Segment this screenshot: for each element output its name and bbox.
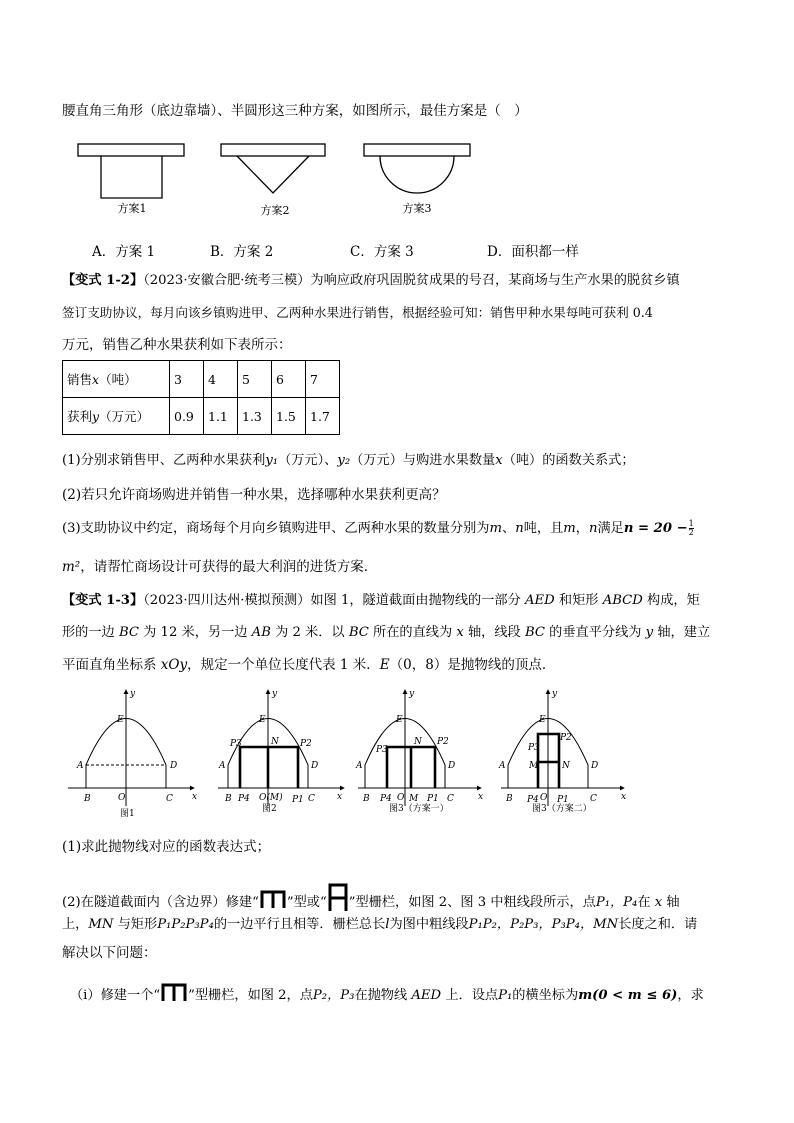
svg-text:C: C <box>308 794 315 804</box>
svg-text:D: D <box>311 761 319 771</box>
table-cell: 4 <box>204 361 238 398</box>
svg-text:O: O <box>540 793 548 803</box>
tunnel-figures <box>60 682 740 822</box>
svg-text:P1: P1 <box>557 795 569 805</box>
svg-text:E: E <box>539 715 546 725</box>
table-cell: 6 <box>272 361 306 398</box>
intro-line: 腰直角三角形（底边靠墙）、半圆形这三种方案，如图所示，最佳方案是（ ） <box>62 103 528 119</box>
scheme3-caption: 方案3 <box>402 202 432 215</box>
figure-2 <box>218 689 344 814</box>
svg-text:y: y <box>552 689 558 699</box>
v12-line3: 万元，销售乙种水果获利如下表所示： <box>62 337 292 353</box>
scheme1-wall <box>78 144 184 156</box>
scheme3-wall <box>364 144 470 156</box>
figure-1-caption: 图1 <box>120 809 135 819</box>
svg-text:P4: P4 <box>380 794 392 804</box>
v13-qi-line1: （ⅰ）修建一个“ ”型栅栏，如图 2，点P₂，P₃在抛物线 AED 上．设点P₁的横坐标为m(0 < m ≤ 6)，求 <box>70 982 704 1005</box>
svg-text:E: E <box>117 715 124 725</box>
v12-line2: 签订支助协议，每月向该乡镇购进甲、乙两种水果进行销售，根据经验可知：销售甲种水果每吨可获利 0.4 <box>62 305 653 320</box>
figure-3-scheme-2 <box>498 689 626 814</box>
svg-text:D: D <box>591 761 599 771</box>
table-header-sales: 销售x（吨） <box>63 361 170 398</box>
v12-q2: (2)若只允许商场购进并销售一种水果，选择哪种水果获利更高？ <box>62 487 446 503</box>
svg-text:P4: P4 <box>238 794 250 804</box>
table-row <box>63 398 340 435</box>
svg-text:B: B <box>84 794 91 804</box>
v12-q3-line1: (3)支助协议中约定，商场每个月向乡镇购进甲、乙两种水果的数量分别为m、n吨，且m，n满足n = 20 − $\frac{1}{2}$ <box>62 519 694 537</box>
v13-line2: 形的一边 BC 为 12 米，另一边 AB 为 2 米．以 BC 所在的直线为 x 轴，线段 BC 的垂直平分线为 y 轴，建立 <box>62 625 711 640</box>
scheme1-rectangle <box>101 156 162 198</box>
svg-text:C: C <box>590 794 597 804</box>
scheme2-triangle <box>237 156 309 193</box>
figure-1 <box>68 689 197 819</box>
svg-text:E: E <box>259 715 266 725</box>
svg-text:B: B <box>506 794 513 804</box>
v13-q2-line1: (2)在隧道截面内（含边界）修建“ ”型或“ ”型栅栏，如图 2、图 3 中粗线段所示，点P₁，P₄在 x 轴 <box>62 882 680 912</box>
fence-shape-2-icon <box>327 882 349 912</box>
table-cell: 1.3 <box>238 398 272 435</box>
svg-text:B: B <box>225 794 232 804</box>
fence-shape-1-icon <box>160 982 188 1002</box>
svg-text:P3: P3 <box>376 745 388 755</box>
svg-text:A: A <box>219 761 226 771</box>
figure-2-caption: 图2 <box>262 804 277 814</box>
table-cell: 0.9 <box>170 398 204 435</box>
svg-text:P3: P3 <box>230 739 242 749</box>
svg-text:x: x <box>337 792 343 802</box>
v13-line1: 【变式 1-3】（2023·四川达州·模拟预测）如图 1，隧道截面由抛物线的一部分 AED 和矩形 ABCD 构成，矩 <box>62 593 700 608</box>
figure-3-scheme-2-caption: 图3（方案二） <box>532 804 592 814</box>
v12-line1: 【变式 1-2】（2023·安徽合肥·统考三模）为响应政府巩固脱贫成果的号召，某商场与生产水果的脱贫乡镇 <box>62 273 680 288</box>
option-a[interactable]: A．方案 1 <box>92 244 156 260</box>
svg-text:C: C <box>447 794 454 804</box>
option-b[interactable]: B．方案 2 <box>210 244 274 260</box>
svg-text:P3: P3 <box>528 743 540 753</box>
svg-text:P1: P1 <box>292 795 304 805</box>
scheme2-wall <box>221 144 325 156</box>
table-row <box>63 361 340 398</box>
v13-q1: (1)求此抛物线对应的函数表达式； <box>62 839 271 855</box>
svg-text:N: N <box>414 737 422 747</box>
svg-text:O: O <box>397 793 405 803</box>
v12-q3-line2: m²，请帮忙商场设计可获得的最大利润的进货方案． <box>62 559 378 575</box>
v12-q1: (1)分别求销售甲、乙两种水果获利y₁（万元）、y₂（万元）与购进水果数量x（吨）的函数关系式； <box>62 453 635 468</box>
svg-text:y: y <box>272 689 278 699</box>
option-c[interactable]: C．方案 3 <box>350 244 414 260</box>
fraction-one-half: $\frac{1}{2}$ <box>688 519 694 537</box>
svg-text:P2: P2 <box>437 737 449 747</box>
svg-text:D: D <box>170 761 178 771</box>
svg-text:M: M <box>529 761 539 771</box>
scheme1-caption: 方案1 <box>117 202 147 215</box>
svg-text:B: B <box>363 794 370 804</box>
v13-q2-line3: 解决以下问题： <box>62 945 157 961</box>
table-cell: 5 <box>238 361 272 398</box>
figure-3-scheme-1-caption: 图3（方案一） <box>389 804 449 814</box>
svg-text:E: E <box>396 715 403 725</box>
table-cell: 1.5 <box>272 398 306 435</box>
svg-text:A: A <box>499 761 506 771</box>
table-cell: 1.7 <box>306 398 340 435</box>
v13-line3: 平面直角坐标系 xOy，规定一个单位长度代表 1 米．E（0，8）是抛物线的顶点． <box>62 657 556 673</box>
svg-text:y: y <box>130 689 136 699</box>
svg-text:A: A <box>77 761 84 771</box>
option-d[interactable]: D．面积都一样 <box>487 244 579 260</box>
svg-text:N: N <box>271 737 279 747</box>
svg-text:O(M): O(M) <box>259 793 283 803</box>
svg-text:C: C <box>166 794 173 804</box>
profit-table <box>62 360 340 435</box>
svg-text:D: D <box>448 761 456 771</box>
svg-text:y: y <box>409 689 415 699</box>
scheme3-semicircle <box>380 156 454 193</box>
svg-text:x: x <box>621 792 627 802</box>
scheme-figures <box>70 138 490 220</box>
svg-text:O: O <box>118 793 126 803</box>
svg-text:P2: P2 <box>560 733 572 743</box>
scheme2-caption: 方案2 <box>260 204 290 217</box>
svg-text:A: A <box>356 761 363 771</box>
svg-text:N: N <box>562 761 570 771</box>
table-cell: 1.1 <box>204 398 238 435</box>
table-header-profit: 获利y（万元） <box>63 398 170 435</box>
table-cell: 3 <box>170 361 204 398</box>
svg-text:P4: P4 <box>527 795 539 805</box>
v13-q2-line2: 上，MN 与矩形P₁P₂P₃P₄的一边平行且相等．栅栏总长l为图中粗线段P₁P₂，P₂P₃，P₃P₄，MN长度之和．请 <box>62 917 698 932</box>
table-cell: 7 <box>306 361 340 398</box>
svg-text:P1: P1 <box>427 794 439 804</box>
svg-text:M: M <box>409 794 419 804</box>
fence-shape-1-icon <box>259 889 287 909</box>
figure-3-scheme-1 <box>355 689 483 814</box>
svg-text:x: x <box>478 792 484 802</box>
svg-text:P2: P2 <box>300 739 312 749</box>
svg-text:x: x <box>192 792 198 802</box>
